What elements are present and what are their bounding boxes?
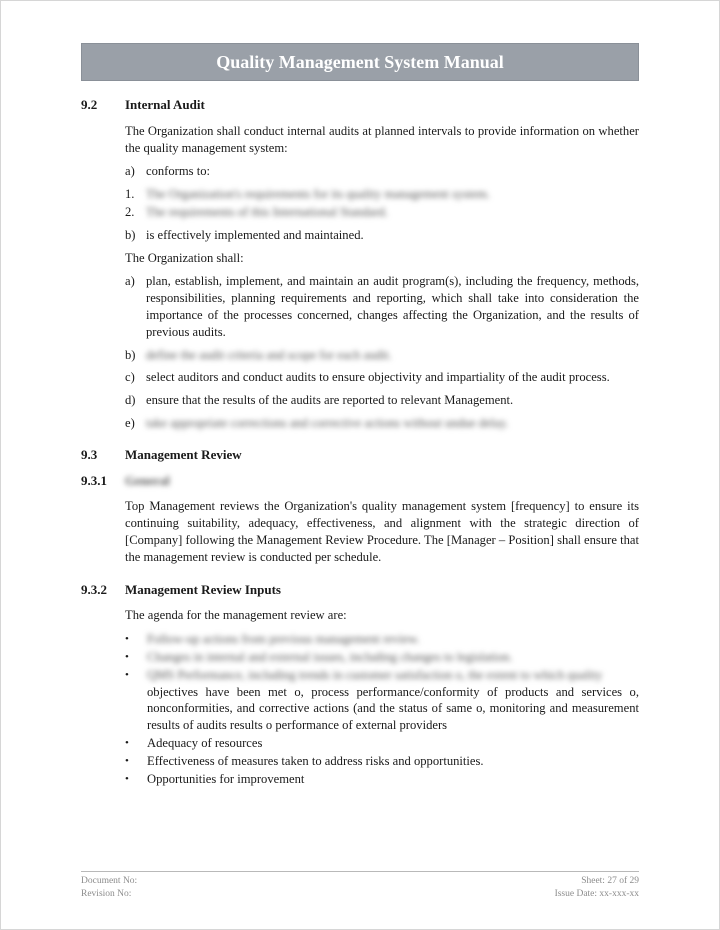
list-text: ensure that the results of the audits are reported to relevant Management. xyxy=(146,393,514,408)
sheet-number: Sheet: 27 of 29 xyxy=(581,876,639,886)
list-item xyxy=(125,369,639,386)
section-title: Management Review xyxy=(125,446,242,462)
list-text-blurred: The Organization's requirements for its quality management system. xyxy=(146,187,491,202)
section-number: 9.2 xyxy=(81,97,98,112)
page-title: Quality Management System Manual xyxy=(81,43,639,81)
bullet-marker: • xyxy=(125,772,129,785)
bullet-item xyxy=(125,667,639,734)
list-item xyxy=(125,347,639,364)
section-title: Management Review Inputs xyxy=(125,581,281,597)
section-number: 9.3.1 xyxy=(81,472,107,488)
section-number: 9.3.2 xyxy=(81,581,107,597)
section-title-blurred: General xyxy=(125,472,170,488)
list-marker: a) xyxy=(125,164,135,179)
paragraph: Top Management reviews the Organization's quality management system [frequency] to ensure its continuing suitability, adequacy, effectiveness, and alignment with the strategic direction of [Company] following the Management Review Procedure. The [Manager – Position] shall ensure that the management review is conducted per schedule. xyxy=(125,499,639,564)
list-marker: c) xyxy=(125,370,135,385)
list-marker: a) xyxy=(125,274,135,289)
section-heading-9-2 xyxy=(81,97,639,114)
list-text: conforms to: xyxy=(146,164,211,179)
bullet-marker: • xyxy=(125,650,129,663)
list-text-blurred: The requirements of this International Standard. xyxy=(146,204,389,219)
bullet-text: objectives have been met o, process performance/conformity of products and services o, nonconformities, and corrective actions (and the status of same o, monitoring and measurement results of audits results o performance of external providers xyxy=(147,684,639,733)
bullet-item xyxy=(125,753,639,770)
bullet-marker: • xyxy=(125,754,129,767)
bullet-text-blurred: Follow-up actions from previous management review. xyxy=(147,632,420,647)
bullet-item xyxy=(125,771,639,788)
page-footer xyxy=(81,871,639,900)
section-heading-9-3 xyxy=(81,447,639,464)
list-marker: b) xyxy=(125,347,136,362)
bullet-marker: • xyxy=(125,668,129,681)
list-marker: d) xyxy=(125,393,136,408)
list-item xyxy=(125,392,639,409)
list-item xyxy=(125,204,639,221)
bullet-marker: • xyxy=(125,633,129,646)
list-text: select auditors and conduct audits to ensure objectivity and impartiality of the audit process. xyxy=(146,370,610,385)
list-marker: b) xyxy=(125,227,136,242)
issue-date: Issue Date: xx-xxx-xx xyxy=(554,888,639,899)
list-marker: 2. xyxy=(125,204,135,219)
bullet-marker: • xyxy=(125,736,129,749)
document-number-label: Document No: xyxy=(81,876,138,886)
section-number: 9.3 xyxy=(81,446,98,462)
list-item xyxy=(125,227,639,244)
bullet-text: Opportunities for improvement xyxy=(147,771,305,786)
bullet-text: Effectiveness of measures taken to address risks and opportunities. xyxy=(147,753,484,768)
section-heading-9-3-2 xyxy=(81,582,639,599)
bullet-item xyxy=(125,631,639,648)
bullet-item xyxy=(125,649,639,666)
list-text: plan, establish, implement, and maintain an audit program(s), including the frequency, methods, responsibilities, planning requirements and reporting, which shall take into consideration the importance of the processes concerned, changes affecting the Organization, and the results of previous audits. xyxy=(146,274,639,339)
list-item xyxy=(125,415,639,432)
revision-number-label: Revision No: xyxy=(81,888,132,899)
section-heading-9-3-1 xyxy=(81,473,639,490)
list-item xyxy=(125,163,639,180)
list-text: is effectively implemented and maintained. xyxy=(146,227,364,242)
section-title: Internal Audit xyxy=(125,97,205,112)
bullet-text-blurred: QMS Performance, including trends in customer satisfaction o, the extent to which quality xyxy=(147,667,603,682)
document-content xyxy=(81,97,639,788)
paragraph: The Organization shall: xyxy=(125,250,244,265)
bullet-text: Adequacy of resources xyxy=(147,735,263,750)
bullet-text-blurred: Changes in internal and external issues, including changes to legislation. xyxy=(147,649,513,664)
list-text-blurred: take appropriate corrections and corrective actions without undue delay. xyxy=(146,415,509,430)
paragraph: The Organization shall conduct internal audits at planned intervals to provide information on whether the quality management system: xyxy=(125,123,639,155)
bullet-item xyxy=(125,735,639,752)
paragraph: The agenda for the management review are: xyxy=(125,608,347,623)
list-item xyxy=(125,273,639,340)
list-marker: 1. xyxy=(125,187,135,202)
list-item xyxy=(125,186,639,203)
list-text-blurred: define the audit criteria and scope for each audit. xyxy=(146,347,392,362)
list-marker: e) xyxy=(125,415,135,430)
